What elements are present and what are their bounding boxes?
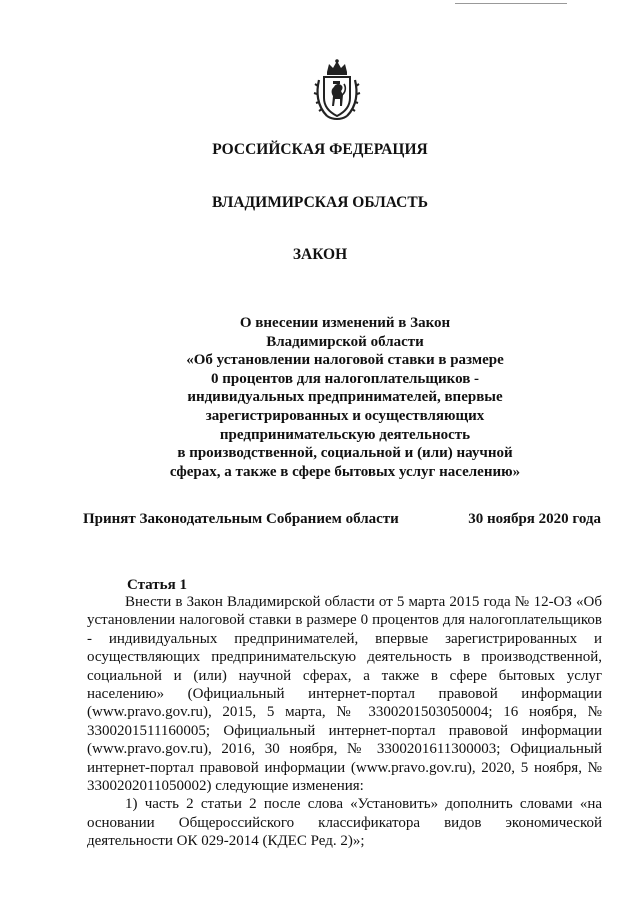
law-title-line: О внесении изменений в Закон xyxy=(239,315,451,331)
doc-type-heading: ЗАКОН xyxy=(292,246,348,263)
law-title-line: Владимирской области xyxy=(266,333,424,350)
law-title-line: сферах, а также в сфере бытовых услуг населению» xyxy=(169,463,521,480)
scan-edge-line xyxy=(455,3,567,4)
law-title-line: предпринимательскую деятельность xyxy=(219,426,471,443)
law-title-line: зарегистрированных и осуществляющих xyxy=(205,407,485,424)
federation-heading: РОССИЙСКАЯ ФЕДЕРАЦИЯ xyxy=(212,141,428,158)
adoption-label: Принят Законодательным Собранием области xyxy=(83,511,399,527)
law-title-line: в производственной, социальной и (или) научной xyxy=(177,445,513,462)
article-heading: Статья 1 xyxy=(127,577,187,593)
law-title-line: 0 процентов для налогоплательщиков - xyxy=(210,370,480,387)
article-paragraph: Внести в Закон Владимирской области от 5 марта 2015 года № 12-ОЗ «Об установлении налоговой ставки в размере 0 процентов для налогоплательщиков - индивидуальных предпринимателей, впервые зарегистрированных и осуществляющих предпринимательскую деятельность в производственной, социальной и (или) научной сферах, а также в сфере бытовых услуг населению» (Официальный интернет-портал правовой информации (www.pravo.gov.ru), 2015, 5 марта, № 3300201503050004; 16 ноября, № 3300201511160005; Официальный интернет-портал правовой информации (www.pravo.gov.ru), 2016, 30 ноября, № 3300201611300003; Официальный интернет-портал правовой информации (www.pravo.gov.ru), 2020, 5 ноября, № 3300202011050002) следующие изменения: xyxy=(87,594,602,795)
article-item: 1) часть 2 статьи 2 после слова «Установить» дополнить словами «на основании Общероссийского классификатора видов экономической деятельности ОК 029-2014 (КДЕС Ред. 2)»; xyxy=(87,796,602,850)
law-title-line: индивидуальных предпринимателей, впервые xyxy=(187,389,503,406)
article-body xyxy=(87,593,602,851)
adoption-date: 30 ноября 2020 года xyxy=(468,511,601,527)
law-title-line: «Об установлении налоговой ставки в размере xyxy=(186,352,504,369)
coat-of-arms-icon xyxy=(313,58,361,122)
adoption-line xyxy=(83,510,601,528)
law-title xyxy=(130,314,560,481)
region-heading: ВЛАДИМИРСКАЯ ОБЛАСТЬ xyxy=(212,194,428,211)
